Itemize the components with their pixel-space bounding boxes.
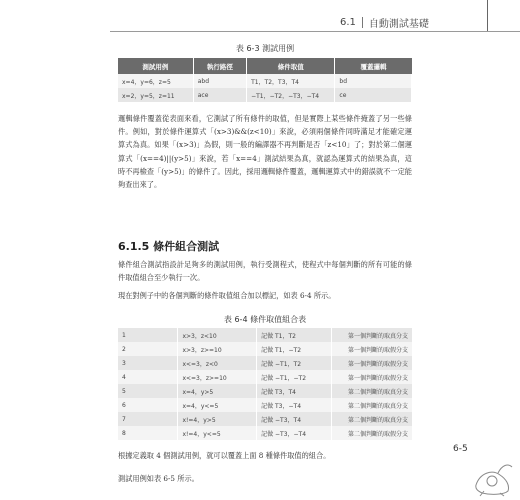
table-row	[118, 342, 412, 356]
row-number: 5	[118, 384, 178, 398]
table-row	[118, 412, 412, 426]
table-cell: x!=4，y<=5	[178, 426, 257, 440]
row-number: 4	[118, 370, 178, 384]
row-number: 7	[118, 412, 178, 426]
table-row	[118, 384, 412, 398]
table-row	[118, 370, 412, 384]
table-6-4-caption: 表 6-4 條件取值組合表	[223, 315, 307, 324]
table-cell: x<=3，z<0	[178, 356, 257, 370]
table-cell: 記做 −T1，−T2	[257, 370, 332, 384]
paragraph-next-table: 測試用例如表 6-5 所示。	[118, 474, 199, 483]
table-cell: 記做 −T3，T4	[257, 412, 332, 426]
row-number: 3	[118, 356, 178, 370]
page-header	[340, 14, 515, 30]
header-vertical-rule	[487, 0, 488, 32]
table-cell: 第二個判斷的取真分支	[331, 412, 412, 426]
table-cell: 記做 −T1，T2	[257, 356, 332, 370]
table-row	[118, 398, 412, 412]
paragraph-logic-coverage: 邏輯條件覆蓋從表面來看，它測試了所有條件的取值，但是實際上某些條件掩蓋了另一些條件。例如，對於條件運算式「(x>3)&&(z<10)」來說，必須兩個條件同時滿足才能確定運算式為真。如果「(x>3)」為假，則一般的編譯器不再判斷是否「z<10」了；對於第二個運算式「(x==4)||(y>5)」來說，若「x==4」測試結果為真，就認為運算式的結果為真，這時不再檢查「(y>5)」的條件了。因此，採用邏輯條件覆蓋，邏輯運算式中的錯誤就不一定能夠查出來了。	[118, 114, 412, 190]
table-cell: 記做 T1，−T2	[257, 342, 332, 356]
condition-combination-table	[118, 328, 412, 440]
row-number: 1	[118, 328, 178, 342]
mascot-illustration-icon	[470, 455, 516, 497]
table-cell: 第一個判斷的取假分支	[331, 356, 412, 370]
column-header: 覆蓋邏輯	[335, 58, 412, 74]
paragraph-conclusion: 根據定義取 4 個測試用例，就可以覆蓋上面 8 種條件取值的組合。	[118, 451, 331, 460]
table-cell: ace	[193, 88, 246, 102]
table-cell: 第二個判斷的取假分支	[331, 426, 412, 440]
table-cell: bd	[335, 74, 412, 88]
header-section-number: 6.1	[340, 16, 356, 28]
table-cell: x<=3，z>=10	[178, 370, 257, 384]
table-cell: 第一個判斷的取假分支	[331, 370, 412, 384]
table-cell: 記做 −T3，−T4	[257, 426, 332, 440]
table-cell: abd	[193, 74, 246, 88]
test-case-table	[118, 58, 412, 102]
table-row	[118, 74, 412, 88]
table-cell: −T1，−T2，−T3，−T4	[247, 88, 335, 102]
row-number: 6	[118, 398, 178, 412]
table-6-3-caption: 表 6-3 測試用例	[235, 44, 295, 53]
table-cell: ce	[335, 88, 412, 102]
table-row	[118, 356, 412, 370]
table-cell: x=4，y>5	[178, 384, 257, 398]
table-cell: T1，T2，T3，T4	[247, 74, 335, 88]
table-row	[118, 328, 412, 342]
column-header: 條件取值	[247, 58, 335, 74]
table-cell: 第二個判斷的取真分支	[331, 384, 412, 398]
column-header: 執行路徑	[193, 58, 246, 74]
page-number: 6-5	[453, 444, 468, 454]
header-chapter-title: 自動測試基礎	[368, 18, 429, 30]
table-header-row	[118, 58, 412, 74]
table-cell: 記做 T3，T4	[257, 384, 332, 398]
table-cell: x>3，z<10	[178, 328, 257, 342]
table-cell: x=4，y=6，z=5	[118, 74, 193, 88]
table-cell: x!=4，y>5	[178, 412, 257, 426]
table-cell: 記做 T3，−T4	[257, 398, 332, 412]
table-cell: 第一個判斷的取真分支	[331, 328, 412, 342]
row-number: 8	[118, 426, 178, 440]
row-number: 2	[118, 342, 178, 356]
table-cell: x=2，y=5，z=11	[118, 88, 193, 102]
table-cell: 第二個判斷的取真分支	[331, 398, 412, 412]
header-rule	[110, 31, 520, 32]
table-row	[118, 88, 412, 102]
table-row	[118, 426, 412, 440]
column-header: 測試用例	[118, 58, 193, 74]
table-cell: 記做 T1，T2	[257, 328, 332, 342]
paragraph-intro-table: 現在對例子中的各個判斷的條件取值組合加以標記，如表 6-4 所示。	[118, 291, 336, 300]
table-cell: x=4，y<=5	[178, 398, 257, 412]
header-separator	[362, 17, 363, 28]
table-cell: 第一個判斷的取假分支	[331, 342, 412, 356]
paragraph-definition: 條件組合測試指設計足夠多的測試用例，執行受測程式，使程式中每個判斷的所有可能的條件取值組合至少執行一次。	[118, 260, 412, 283]
section-title: 6.1.5 條件組合測試	[118, 240, 220, 253]
table-cell: x>3，z>=10	[178, 342, 257, 356]
